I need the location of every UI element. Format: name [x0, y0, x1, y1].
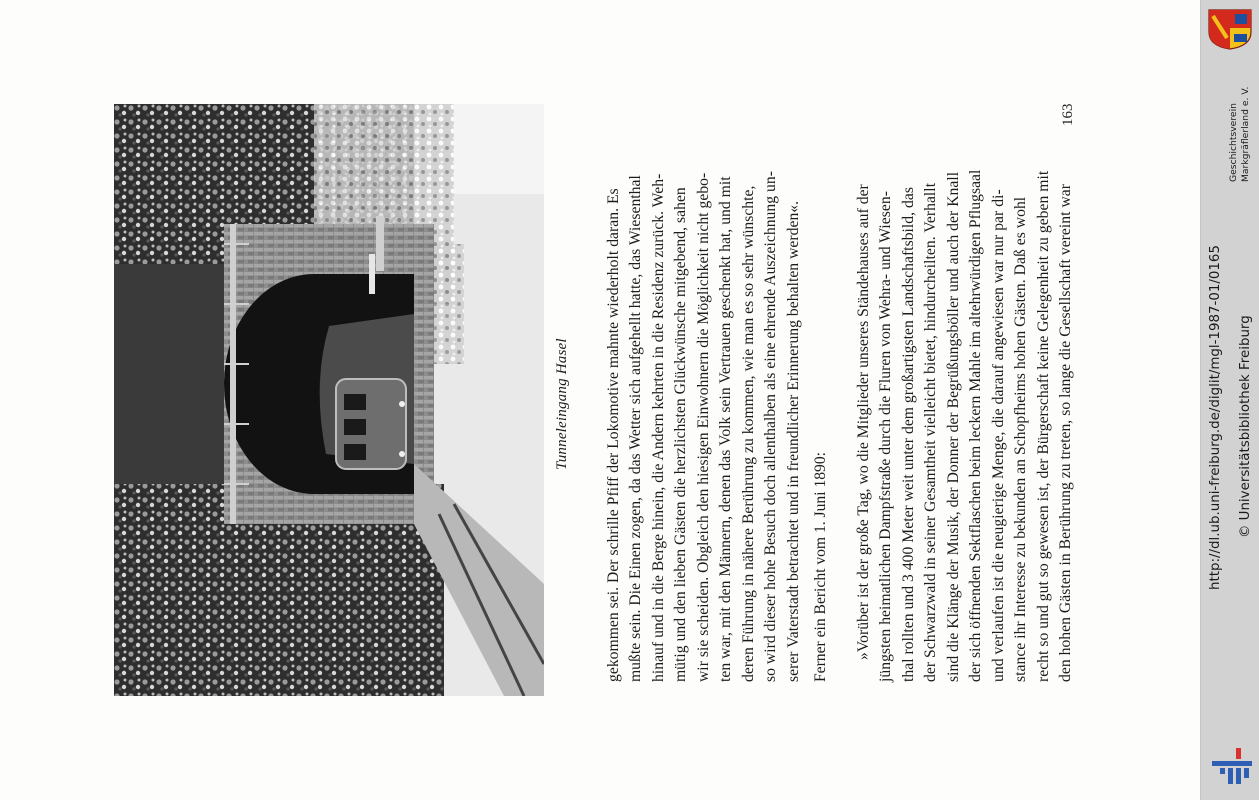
- paragraph-line: stance ihr Interesse zu bekunden an Schopfheims hohen Gästen. Daß es wohl: [1012, 196, 1029, 682]
- paragraph-line: wir sie scheiden. Obgleich den hiesigen Einwohnern die Möglichkeit nicht gebo-: [695, 172, 712, 682]
- report-heading: Ferner ein Bericht vom 1. Juni 1890:: [812, 452, 829, 682]
- paragraph-line: sind die Klänge der Musik, der Donner der Begrüßungsböller und auch der Knall: [945, 171, 962, 682]
- paragraph-line: mußte sein. Die Einen zogen, da das Wetter sich aufgehellt hatte, das Wiesenthal: [627, 175, 644, 682]
- paragraph-line: der sich öffnenden Sektflaschen beim leckern Mahle im altehrwürdigen Pflugsaal: [967, 169, 984, 682]
- page-number: 163: [1060, 103, 1076, 126]
- library-logo-icon: [1212, 744, 1254, 786]
- coat-of-arms-icon: [1207, 8, 1253, 50]
- paragraph-line: thal rollten und 3 400 Meter weit unter dem großartigsten Landschaftsbild, das: [900, 187, 917, 682]
- society-region: Markgräflerland e. V.: [1240, 86, 1251, 182]
- paragraph-line: deren Führung in nähere Berührung zu kommen, wie man es so sehr wünschte,: [740, 185, 757, 682]
- paragraph-line: der Schwarzwald in seiner Gesamtheit vielleicht bietet, hindurcheilten. Verhallt: [922, 182, 939, 682]
- society-name: Geschichtsverein: [1228, 103, 1239, 182]
- paragraph-line: jüngsten heimatlichen Dampfstraße durch die Fluren von Wehra- und Wiesen-: [877, 191, 894, 682]
- tunnel-photo-drawing: [114, 104, 544, 696]
- paragraph-line: und verlaufen ist die neugierige Menge, die darauf angewiesen war nur par di-: [990, 189, 1007, 682]
- paragraph-line: den hohen Gästen in Berührung zu treten, so lange die Gesellschaft vereint war: [1057, 184, 1074, 682]
- paragraph-line: serer Vaterstadt betrachtet und in freundlicher Erinnerung behalten werden«.: [785, 200, 802, 682]
- paragraph-line: »Vorüber ist der große Tag, wo die Mitglieder unseres Ständehauses auf der: [855, 184, 872, 660]
- photo-caption: Tunneleingang Hasel: [554, 338, 570, 470]
- copyright-notice: © Universitätsbibliothek Freiburg: [1238, 315, 1253, 538]
- paragraph-line: hinauf und in die Berge hinein, die Andern kehrten in die Residenz zurück. Weh-: [650, 173, 667, 682]
- paragraph-line: gekommen sei. Der schrille Pfiff der Lokomotive mahnte wiederholt daran. Es: [605, 188, 622, 682]
- paragraph-line: mütig und den lieben Gästen die herzlichsten Glückwünsche mitgebend, sahen: [672, 187, 689, 682]
- paragraph-line: ten war, mit den Männern, denen das Volk sein Vertrauen geschenkt hat, und mit: [717, 176, 734, 682]
- paragraph-line: so wird dieser hohe Besuch doch allenthalben als eine ehrende Auszeichnung un-: [762, 171, 779, 682]
- paragraph-line: recht so und gut so gewesen ist, der Bürgerschaft keine Gelegenheit zu geben mit: [1035, 170, 1052, 682]
- tunnel-photo: [114, 104, 544, 696]
- source-url-link[interactable]: http://dl.ub.uni-freiburg.de/diglit/mgl-1987-01/0165: [1208, 245, 1223, 590]
